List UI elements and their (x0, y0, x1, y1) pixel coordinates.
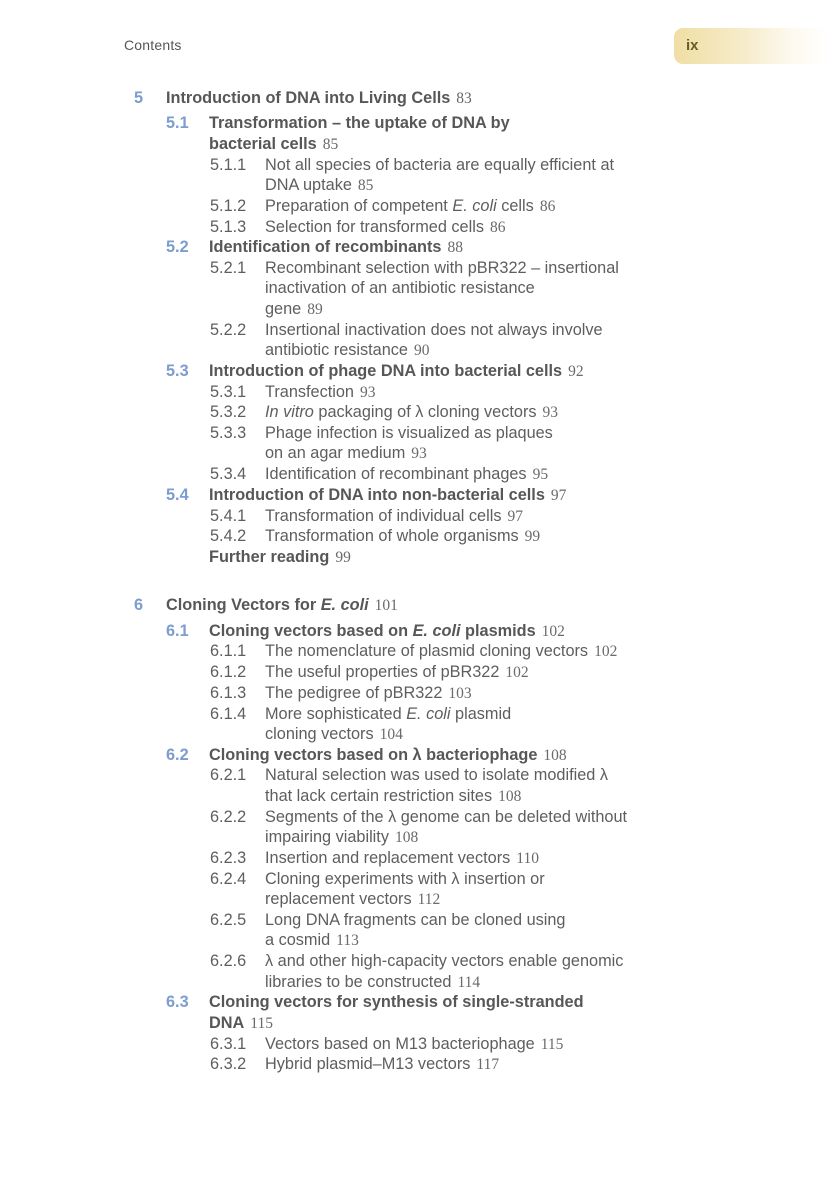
toc-entry-text: Vectors based on M13 bacteriophage (265, 1035, 535, 1053)
toc-entry-text: λ and other high-capacity vectors enable genomic (265, 952, 624, 970)
toc-entry-text: gene (265, 300, 302, 318)
toc-entry-text: E. coli (320, 596, 369, 614)
toc-entry-text: plasmid (450, 705, 512, 723)
toc-entry[interactable] (265, 1054, 499, 1075)
toc-entry[interactable] (209, 547, 351, 568)
toc-entry-number: 5.3 (166, 362, 189, 380)
toc-entry-number: 5.3.1 (210, 383, 247, 401)
toc-entry-number: 6 (134, 596, 144, 614)
toc-entry-text: Cloning experiments with λ insertion or (265, 870, 545, 888)
toc-entry-number: 5.1 (166, 114, 189, 132)
toc-entry-text: Transformation – the uptake of DNA by (209, 114, 510, 132)
toc-page-number: 99 (524, 528, 541, 545)
toc-entry[interactable] (209, 237, 463, 258)
toc-entry-text: Transformation of individual cells (265, 507, 502, 525)
toc-page-number: 85 (357, 177, 374, 194)
toc-entry-text: Cloning vectors based on λ bacteriophage (209, 746, 538, 764)
toc-page-number: 103 (448, 685, 472, 702)
toc-page-number: 92 (568, 363, 584, 380)
toc-entry[interactable] (265, 951, 623, 971)
toc-entry[interactable] (265, 889, 440, 910)
toc-entry-number: 6.3 (166, 993, 189, 1011)
toc-entry-text: on an agar medium (265, 444, 406, 462)
toc-page-number: 83 (456, 90, 472, 107)
toc-page-number: 108 (498, 788, 522, 805)
toc-entry[interactable] (209, 621, 565, 642)
toc-entry[interactable] (265, 662, 529, 683)
toc-page-number: 85 (322, 136, 339, 153)
toc-entry[interactable] (265, 196, 555, 217)
toc-page-number: 102 (594, 643, 618, 660)
header-label: Contents (124, 37, 182, 53)
toc-entry-text: Segments of the λ genome can be deleted without (265, 808, 628, 826)
page-number: ix (686, 37, 699, 54)
toc-entry-number: 6.3.1 (210, 1035, 247, 1053)
toc-entry-number: 6.2.6 (210, 952, 247, 970)
toc-entry[interactable] (265, 506, 523, 527)
toc-entry[interactable] (265, 930, 359, 951)
toc-entry-text: a cosmid (265, 931, 331, 949)
toc-entry[interactable] (265, 402, 558, 423)
toc-entry-text: Insertional inactivation does not always involve (265, 321, 603, 339)
toc-entry[interactable] (265, 217, 506, 238)
toc-entry-text: Identification of recombinant phages (265, 465, 527, 483)
toc-entry-text: The nomenclature of plasmid cloning vectors (265, 642, 589, 660)
toc-entry-text: Transformation of whole organisms (265, 527, 519, 545)
toc-entry[interactable] (209, 361, 584, 382)
toc-entry[interactable] (265, 423, 553, 443)
toc-entry-text: Not all species of bacteria are equally efficient at (265, 156, 615, 174)
toc-page-number: 115 (250, 1015, 273, 1032)
toc-entry-number: 5.1.1 (210, 156, 247, 174)
toc-entry-number: 6.2.3 (210, 849, 247, 867)
toc-entry-text: Transfection (265, 383, 354, 401)
toc-page-number: 108 (543, 747, 567, 764)
toc-entry-text: replacement vectors (265, 890, 412, 908)
toc-entry-text: Recombinant selection with pBR322 – insertional (265, 259, 619, 277)
toc-entry-text: that lack certain restriction sites (265, 787, 493, 805)
toc-entry-text: Identification of recombinants (209, 238, 442, 256)
toc-page-number: 104 (379, 726, 403, 743)
toc-entry-text: DNA (209, 1014, 245, 1032)
toc-entry-number: 6.1.3 (210, 684, 247, 702)
toc-entry-text: packaging of λ cloning vectors (313, 403, 537, 421)
toc-entry[interactable] (209, 485, 566, 506)
toc-entry-number: 6.2.2 (210, 808, 247, 826)
toc-entry-text: Hybrid plasmid–M13 vectors (265, 1055, 471, 1073)
toc-entry[interactable] (265, 827, 418, 848)
toc-page-number: 86 (490, 219, 506, 236)
toc-entry-text: antibiotic resistance (265, 341, 408, 359)
toc-entry-text: Introduction of phage DNA into bacterial cells (209, 362, 563, 380)
toc-entry[interactable] (265, 1034, 563, 1055)
toc-entry[interactable] (265, 765, 608, 785)
toc-page-number: 86 (539, 198, 556, 215)
toc-page-number: 114 (457, 974, 481, 991)
toc-entry[interactable] (265, 869, 545, 889)
toc-entry-text: Phage infection is visualized as plaques (265, 424, 553, 442)
toc-entry-number: 5.4.1 (210, 507, 247, 525)
toc-entry[interactable] (166, 595, 398, 616)
toc-entry[interactable] (265, 258, 619, 278)
toc-entry[interactable] (265, 278, 535, 298)
toc-entry-text: In vitro (265, 403, 314, 421)
toc-entry[interactable] (209, 113, 510, 133)
toc-entry[interactable] (265, 786, 521, 807)
toc-page-number: 117 (476, 1056, 500, 1073)
toc-entry[interactable] (265, 382, 375, 403)
toc-entry[interactable] (265, 910, 566, 930)
toc-entry[interactable] (265, 641, 617, 662)
toc-entry-text: Preparation of competent (265, 197, 453, 215)
toc-entry[interactable] (265, 807, 627, 827)
toc-entry-number: 5.4.2 (210, 527, 247, 545)
toc-entry[interactable] (265, 443, 427, 464)
toc-entry[interactable] (265, 155, 614, 175)
toc-entry-text: Cloning vectors based on (209, 622, 413, 640)
toc-page-number: 97 (550, 487, 567, 504)
toc-page-number: 89 (307, 301, 323, 318)
toc-entry-number: 6.1 (166, 622, 189, 640)
toc-entry-text: E. coli (452, 197, 497, 215)
toc-entry[interactable] (265, 848, 539, 869)
toc-entry-text: libraries to be constructed (265, 973, 452, 991)
toc-entry[interactable] (265, 526, 540, 547)
toc-entry[interactable] (265, 175, 373, 196)
toc-entry[interactable] (265, 972, 480, 993)
toc-page-number: 110 (516, 850, 539, 867)
toc-entry-text: Insertion and replacement vectors (265, 849, 511, 867)
toc-entry-text: Cloning vectors for synthesis of single-stranded (209, 993, 584, 1011)
toc-entry-text: DNA uptake (265, 176, 352, 194)
toc-page-number: 99 (335, 549, 351, 566)
toc-page-number: 102 (505, 664, 529, 681)
toc-page-number: 108 (394, 829, 419, 846)
toc-entry-number: 6.1.1 (210, 642, 247, 660)
toc-entry[interactable] (265, 464, 548, 485)
toc-entry[interactable] (265, 320, 603, 340)
toc-entry-number: 5.1.2 (210, 197, 247, 215)
toc-entry-number: 6.1.2 (210, 663, 247, 681)
toc-page-number: 97 (507, 508, 523, 525)
toc-entry-number: 6.2.5 (210, 911, 247, 929)
toc-page-number: 93 (542, 404, 559, 421)
toc-entry[interactable] (209, 992, 584, 1012)
toc-entry-number: 6.2 (166, 746, 189, 764)
toc-entry-number: 5 (134, 89, 144, 107)
toc-page-number: 93 (411, 445, 427, 462)
toc-entry-number: 6.2.1 (210, 766, 247, 784)
toc-entry-number: 6.2.4 (210, 870, 247, 888)
toc-entry-text: Introduction of DNA into Living Cells (166, 89, 451, 107)
toc-entry-text: The useful properties of pBR322 (265, 663, 500, 681)
toc-entry-text: impairing viability (265, 828, 389, 846)
toc-entry-number: 5.4 (166, 486, 189, 504)
toc-entry[interactable] (209, 745, 567, 766)
toc-entry-text: Introduction of DNA into non-bacterial cells (209, 486, 545, 504)
toc-entry-text: The pedigree of pBR322 (265, 684, 443, 702)
toc-entry-number: 5.3.2 (210, 403, 247, 421)
toc-entry-text: Further reading (209, 548, 330, 566)
toc-page-number: 102 (541, 623, 565, 640)
toc-page-number: 101 (374, 597, 398, 614)
toc-entry-number: 5.3.3 (210, 424, 247, 442)
toc-entry-number: 5.1.3 (210, 218, 247, 236)
toc-entry-text: E. coli (406, 705, 451, 723)
toc-entry-text: Natural selection was used to isolate modified λ (265, 766, 608, 784)
toc-entry-text: bacterial cells (209, 135, 317, 153)
toc-entry-text: Long DNA fragments can be cloned using (265, 911, 566, 929)
toc-entry-text: More sophisticated (265, 705, 407, 723)
toc-entry-number: 5.2.2 (210, 321, 247, 339)
toc-page-number: 115 (540, 1036, 564, 1053)
toc-page-number: 112 (417, 891, 441, 908)
toc-entry-text: plasmids (460, 622, 536, 640)
toc-entry-number: 5.3.4 (210, 465, 247, 483)
toc-entry-number: 5.2.1 (210, 259, 247, 277)
toc-entry[interactable] (265, 299, 323, 320)
toc-page-number: 88 (447, 239, 463, 256)
toc-page-number: 95 (532, 466, 549, 483)
toc-entry-number: 6.1.4 (210, 705, 247, 723)
toc-page-number: 113 (336, 932, 359, 949)
toc-entry[interactable] (166, 88, 472, 109)
toc-entry[interactable] (265, 340, 430, 361)
toc-page-number: 93 (359, 384, 376, 401)
toc-entry-text: inactivation of an antibiotic resistance (265, 279, 535, 297)
toc-entry-text: Selection for transformed cells (265, 218, 484, 236)
toc-entry-text: cells (496, 197, 534, 215)
toc-entry[interactable] (265, 683, 472, 704)
toc-entry[interactable] (209, 1013, 273, 1034)
toc-entry[interactable] (265, 724, 403, 745)
toc-entry-number: 6.3.2 (210, 1055, 247, 1073)
toc-page-number: 90 (414, 342, 430, 359)
toc-entry-text: E. coli (412, 622, 461, 640)
toc-entry-text: Cloning Vectors for (166, 596, 321, 614)
toc-entry[interactable] (209, 134, 338, 155)
toc-entry[interactable] (265, 704, 511, 724)
toc-entry-text: cloning vectors (265, 725, 374, 743)
toc-entry-number: 5.2 (166, 238, 189, 256)
